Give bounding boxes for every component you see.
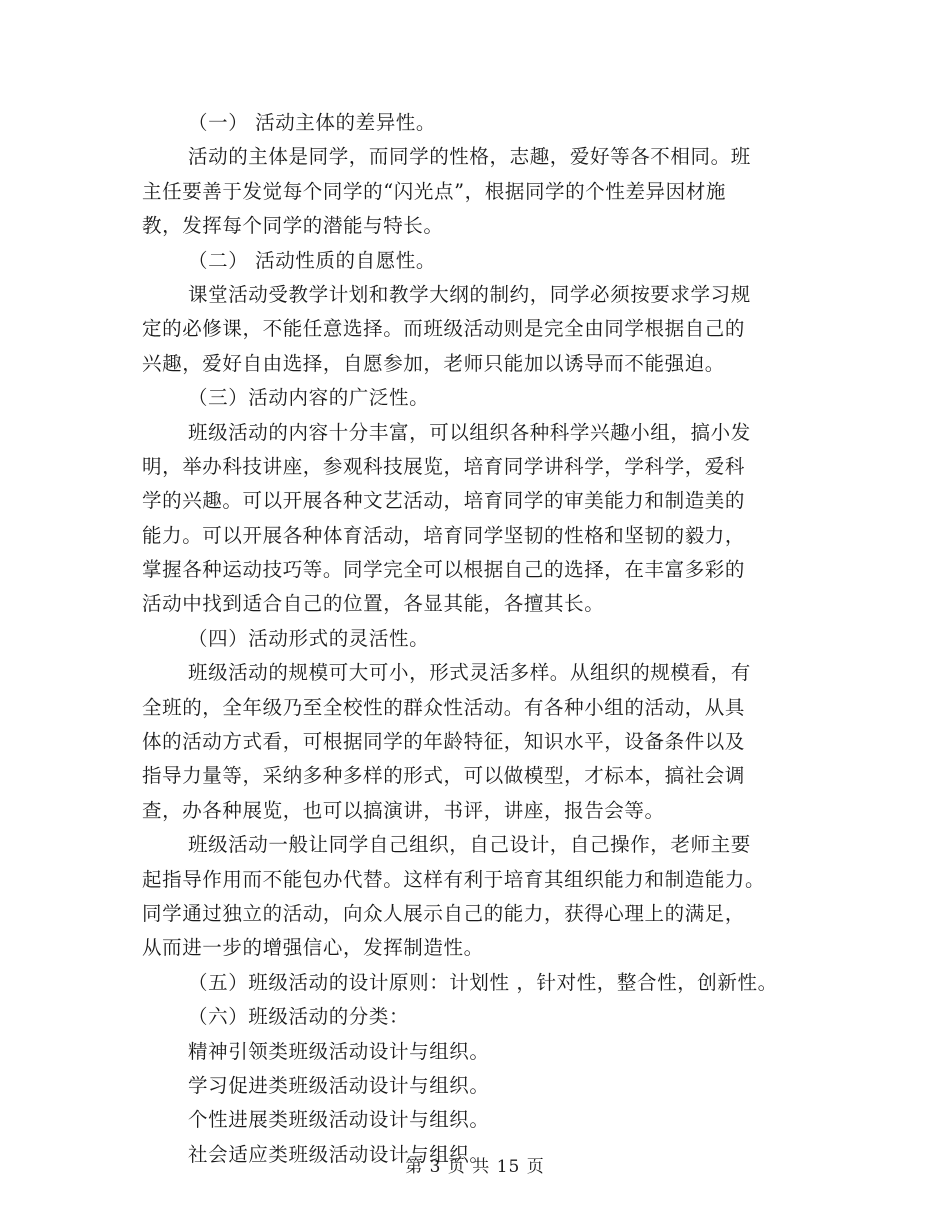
text-line: 活动的主体是同学，而同学的性格，志趣，爱好等各不相同。班	[188, 145, 751, 169]
text-line: 兴趣，爱好自由选择，自愿参加，老师只能加以诱导而不能强迫。	[142, 351, 725, 375]
text-line: 体的活动方式看，可根据同学的年龄特征，知识水平，设备条件以及	[142, 730, 746, 754]
text-line: 能力。可以开展各种体育活动，培育同学坚韧的性格和坚韧的毅力，	[142, 523, 746, 547]
text-line: 全班的，全年级乃至全校性的群众性活动。有各种小组的活动，从具	[142, 695, 746, 719]
text-line: 精神引领类班级活动设计与组织。	[188, 1039, 490, 1063]
text-line: 明，举办科技讲座，参观科技展览，培育同学讲科学，学科学，爱科	[142, 454, 746, 478]
text-line: 班级活动一般让同学自己组织，自己设计，自己操作，老师主要	[188, 833, 751, 857]
text-line: 掌握各种运动技巧等。同学完全可以根据自己的选择，在丰富多彩的	[142, 558, 746, 582]
text-line: （三）活动内容的广泛性。	[188, 386, 430, 410]
text-line: （一） 活动主体的差异性。	[188, 111, 436, 134]
text-line: 学习促进类班级活动设计与组织。	[188, 1073, 490, 1097]
text-line: 班级活动的规模可大可小，形式灵活多样。从组织的规模看，有	[188, 661, 751, 685]
text-line: （四）活动形式的灵活性。	[188, 626, 430, 650]
text-line: 班级活动的内容十分丰富，可以组织各种科学兴趣小组，搞小发	[188, 420, 751, 444]
text-line: 活动中找到适合自己的位置，各显其能，各擅其长。	[142, 592, 605, 616]
text-line: 定的必修课，不能任意选择。而班级活动则是完全由同学根据自己的	[142, 317, 746, 341]
text-line: 学的兴趣。可以开展各种文艺活动，培育同学的审美能力和制造美的	[142, 489, 746, 513]
text-line: 起指导作用而不能包办代替。这样有利于培育其组织能力和制造能力。	[142, 867, 766, 891]
text-line: 从而进一步的增强信心，发挥制造性。	[142, 936, 484, 960]
text-line: 同学通过独立的活动，向众人展示自己的能力，获得心理上的满足，	[142, 901, 746, 925]
text-line: 教，发挥每个同学的潜能与特长。	[142, 214, 444, 238]
text-line: （六）班级活动的分类：	[188, 1005, 410, 1029]
document-body	[142, 106, 832, 1172]
text-line: （二） 活动性质的自愿性。	[188, 248, 436, 272]
text-line: 个性进展类班级活动设计与组织。	[188, 1108, 490, 1132]
text-line: 主任要善于发觉每个同学的“闪光点”，根据同学的个性差异因材施	[142, 179, 726, 203]
text-line: （五）班级活动的设计原则：计划性 ，针对性，整合性，创新性。	[188, 970, 778, 994]
page-footer: 第 3 页 共 15 页	[405, 1157, 545, 1177]
text-line: 课堂活动受教学计划和教学大纲的制约，同学必须按要求学习规	[188, 282, 751, 306]
text-line: 指导力量等，采纳多种多样的形式，可以做模型，才标本，搞社会调	[142, 764, 746, 788]
text-line: 社会适应类班级活动设计与组织。	[188, 1142, 490, 1166]
text-line: 查，办各种展览，也可以搞演讲，书评，讲座，报告会等。	[142, 798, 665, 822]
